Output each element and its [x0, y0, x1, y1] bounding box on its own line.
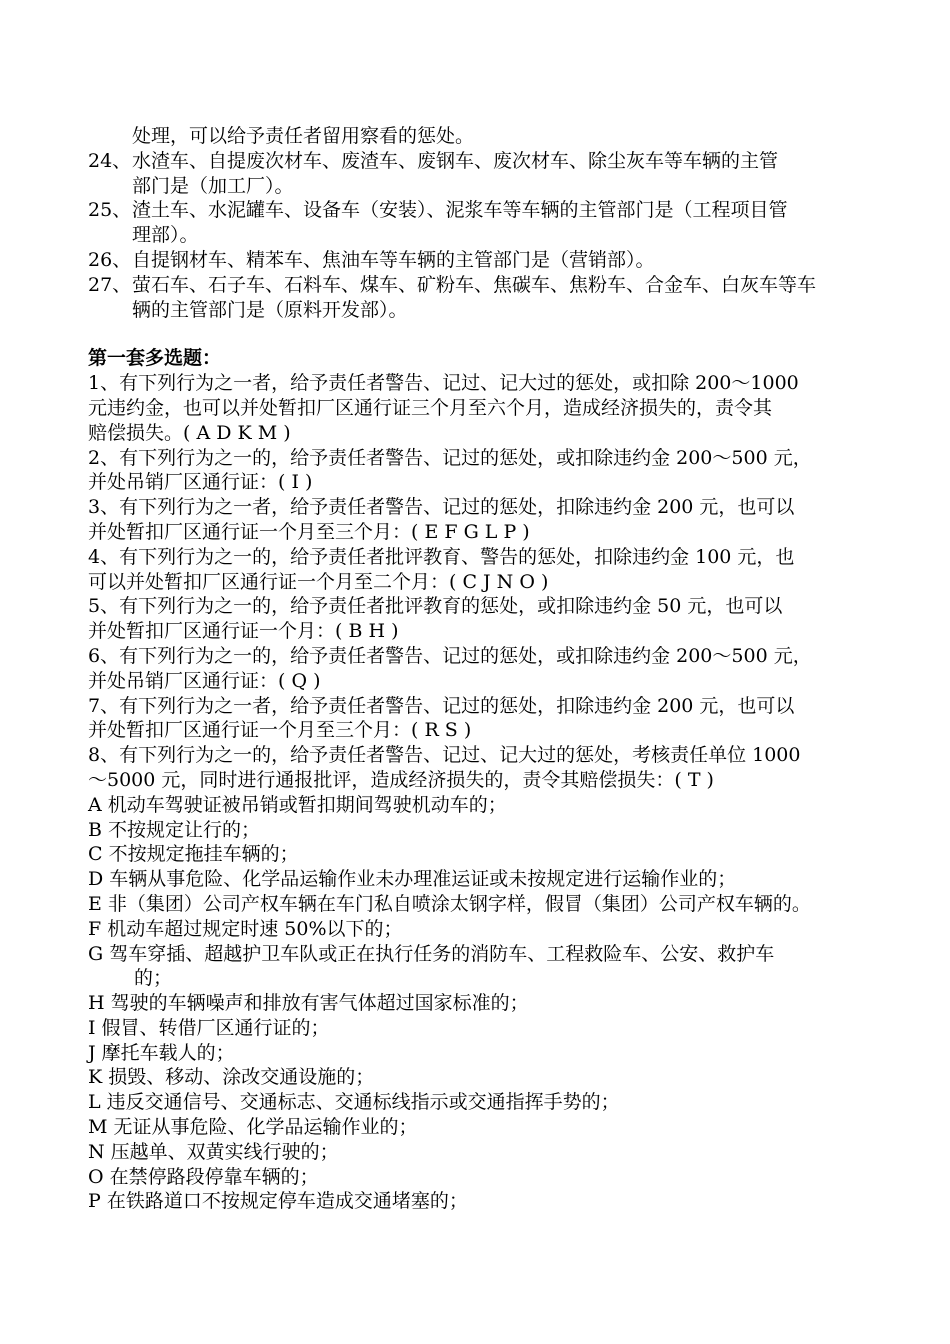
section-title: 第一套多选题：: [88, 347, 222, 370]
item-text-line: 渣土车、水泥罐车、设备车（安装）、泥浆车等车辆的主管部门是（工程项目管: [132, 199, 788, 222]
option-e: E 非（集团）公司产权车辆在车门私自喷涂太钢字样，假冒（集团）公司产权车辆的。: [88, 892, 811, 915]
question-line: 2、有下列行为之一的，给予责任者警告、记过的惩处，或扣除违约金 200～500 元，: [88, 446, 812, 469]
option-k: K 损毁、移动、涂改交通设施的；: [88, 1066, 375, 1089]
item-number: 25、: [88, 199, 132, 222]
numbered-item-27: [88, 273, 888, 323]
option-line: G 驾车穿插、超越护卫车队或正在执行任务的消防车、工程救险车、公安、救护车: [88, 942, 775, 965]
option-m: M 无证从事危险、化学品运输作业的；: [88, 1116, 418, 1139]
option-p: P 在铁路道口不按规定停车造成交通堵塞的；: [88, 1190, 468, 1213]
option-n: N 压越单、双黄实线行驶的；: [88, 1140, 339, 1163]
option-g: [88, 942, 888, 992]
question-4: [88, 545, 888, 595]
paragraph-spacer: [88, 322, 888, 346]
question-line: 并处暂扣厂区通行证一个月：( B H ): [88, 620, 399, 643]
question-6: [88, 644, 888, 694]
item-number: 27、: [88, 273, 132, 296]
question-line: 并处吊销厂区通行证：( Q ): [88, 669, 321, 692]
option-a: A 机动车驾驶证被吊销或暂扣期间驾驶机动车的；: [88, 793, 507, 816]
option-f: F 机动车超过规定时速 50%以下的；: [88, 917, 403, 940]
option-line: 的；: [134, 967, 173, 990]
option-d: D 车辆从事危险、化学品运输作业未办理准运证或未按规定进行运输作业的；: [88, 868, 737, 891]
document-page: [88, 124, 888, 1214]
question-7: [88, 694, 888, 744]
item-text-line: 理部）。: [132, 224, 199, 247]
option-o: O 在禁停路段停靠车辆的；: [88, 1165, 319, 1188]
question-line: 元违约金，也可以并处暂扣厂区通行证三个月至六个月，造成经济损失的，责令其: [88, 396, 773, 419]
question-line: 7、有下列行为之一者，给予责任者警告、记过的惩处，扣除违约金 200 元，也可以: [88, 694, 795, 717]
question-line: 3、有下列行为之一者，给予责任者警告、记过的惩处，扣除违约金 200 元，也可以: [88, 496, 795, 519]
numbered-item-26: [88, 248, 888, 273]
question-line: 并处吊销厂区通行证：( I ): [88, 471, 313, 494]
question-line: 5、有下列行为之一的，给予责任者批评教育的惩处，或扣除违约金 50 元，也可以: [88, 595, 783, 618]
option-i: I 假冒、转借厂区通行证的；: [88, 1016, 330, 1039]
question-1: [88, 371, 888, 445]
option-j: J 摩托车载人的；: [88, 1041, 235, 1064]
question-line: 并处暂扣厂区通行证一个月至三个月：( E F G L P ): [88, 520, 530, 543]
question-3: [88, 495, 888, 545]
question-line: ～5000 元，同时进行通报批评，造成经济损失的，责令其赔偿损失：( T ): [88, 768, 714, 791]
question-8: [88, 743, 888, 793]
item-number: 26、: [88, 248, 132, 271]
item-text-line: 辆的主管部门是（原料开发部）。: [132, 298, 408, 321]
option-l: L 违反交通信号、交通标志、交通标线指示或交通指挥手势的；: [88, 1091, 620, 1114]
question-line: 赔偿损失。( A D K M ): [88, 421, 291, 444]
question-5: [88, 594, 888, 644]
numbered-item-25: [88, 198, 888, 248]
option-b: B 不按规定让行的；: [88, 818, 261, 841]
question-line: 6、有下列行为之一的，给予责任者警告、记过的惩处，或扣除违约金 200～500 元，: [88, 644, 812, 667]
item-text-line: 自提钢材车、精苯车、焦油车等车辆的主管部门是（营销部）。: [132, 248, 655, 271]
option-h: H 驾驶的车辆噪声和排放有害气体超过国家标准的；: [88, 992, 529, 1015]
intro-continuation: 处理，可以给予责任者留用察看的惩处。: [132, 125, 475, 147]
item-number: 24、: [88, 149, 132, 172]
item-text-line: 部门是（加工厂）。: [132, 174, 294, 197]
option-c: C 不按规定拖挂车辆的；: [88, 843, 299, 866]
numbered-item-24: [88, 149, 888, 199]
question-line: 1、有下列行为之一者，给予责任者警告、记过、记大过的惩处，或扣除 200～1000: [88, 372, 799, 395]
question-line: 8、有下列行为之一的，给予责任者警告、记过、记大过的惩处，考核责任单位 1000: [88, 744, 801, 767]
question-2: [88, 446, 888, 496]
question-line: 并处暂扣厂区通行证一个月至三个月：( R S ): [88, 719, 472, 742]
item-text-line: 萤石车、石子车、石料车、煤车、矿粉车、焦碳车、焦粉车、合金车、白灰车等车: [132, 273, 817, 296]
item-text-line: 水渣车、自提废次材车、废渣车、废钢车、废次材车、除尘灰车等车辆的主管: [132, 149, 779, 172]
question-line: 4、有下列行为之一的，给予责任者批评教育、警告的惩处，扣除违约金 100 元，也: [88, 545, 795, 568]
question-line: 可以并处暂扣厂区通行证一个月至二个月：( C J N O ): [88, 570, 549, 593]
